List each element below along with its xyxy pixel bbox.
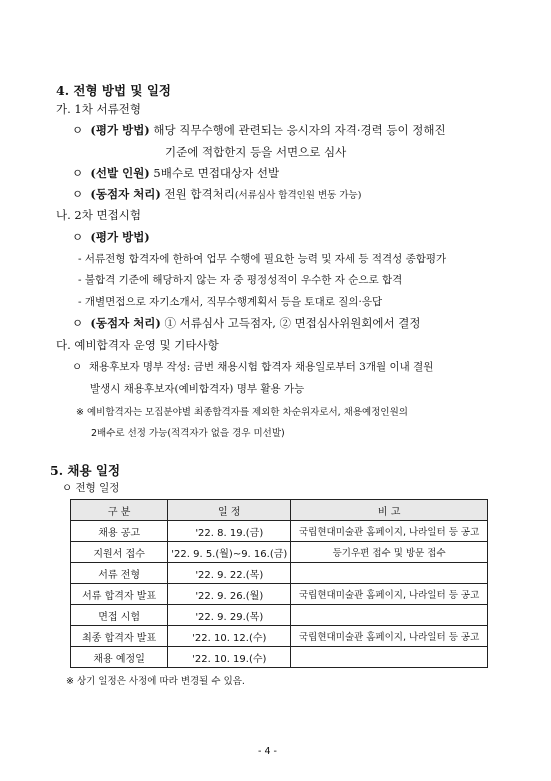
subsection-a-title: 가. 1차 서류전형 <box>56 102 141 116</box>
item-text: 채용후보자 명부 작성: 금번 채용시험 합격자 채용일로부터 3개월 이내 결원 <box>88 361 434 373</box>
bullet-icon: ㅇ <box>62 482 73 494</box>
section-4-title: 4. 전형 방법 및 일정 <box>56 83 171 98</box>
table-row <box>71 647 488 668</box>
cell-category: 서류 전형 <box>71 563 168 584</box>
schedule-subtitle: ㅇ 전형 일정 <box>62 482 120 494</box>
table-row <box>71 626 488 647</box>
item-text: 전원 합격처리 <box>160 187 235 201</box>
cell-category: 채용 공고 <box>71 521 168 542</box>
item-label: (동점자 처리) <box>90 316 161 330</box>
cell-date: '22. 10. 19.(수) <box>168 647 291 668</box>
col-header-date: 일 정 <box>168 500 291 521</box>
bullet-icon: ㅇ <box>72 123 84 137</box>
table-header-row <box>71 500 488 521</box>
cell-remarks <box>291 605 488 626</box>
table-row <box>71 542 488 563</box>
cell-remarks: 국립현대미술관 홈페이지, 나라일터 등 공고 <box>291 584 488 605</box>
cell-remarks: 국립현대미술관 홈페이지, 나라일터 등 공고 <box>291 626 488 647</box>
bullet-icon: ㅇ <box>72 166 84 180</box>
cell-date: '22. 9. 26.(월) <box>168 584 291 605</box>
col-header-category: 구 분 <box>71 500 168 521</box>
cell-category: 최종 합격자 발표 <box>71 626 168 647</box>
table-row <box>71 605 488 626</box>
item-tie-handling <box>72 188 361 202</box>
item-interview-eval <box>72 231 150 245</box>
subsection-b-title: 나. 2차 면접시험 <box>56 208 141 222</box>
item-reserve-list-cont: 발생시 채용후보자(예비합격자) 명부 활용 가능 <box>90 383 305 395</box>
schedule-table <box>70 499 488 668</box>
reserve-note-line-1: ※ 예비합격자는 모집분야별 최종합격자를 제외한 차순위자로서, 채용예정인원의 <box>76 407 408 418</box>
item-label: (평가 방법) <box>90 123 150 137</box>
item-text: 해당 직무수행에 관련되는 응시자의 자격·경력 등이 정해진 <box>149 123 446 137</box>
schedule-note: ※ 상기 일정은 사정에 따라 변경될 수 있음. <box>66 676 245 687</box>
item-text: ① 서류심사 고득점자, ② 면접심사위원회에서 결정 <box>160 316 421 330</box>
item-label: (선발 인원) <box>90 166 150 180</box>
page-number: - 4 - <box>258 746 277 757</box>
dash-item-2: - 불합격 기준에 해당하지 않는 자 중 평정성적이 우수한 자 순으로 합격 <box>78 274 403 286</box>
bullet-icon: ㅇ <box>72 230 84 244</box>
bullet-icon: ㅇ <box>72 361 83 373</box>
cell-remarks: 국립현대미술관 홈페이지, 나라일터 등 공고 <box>291 521 488 542</box>
cell-date: '22. 9. 22.(목) <box>168 563 291 584</box>
item-label: (동점자 처리) <box>90 187 161 201</box>
cell-date: '22. 10. 12.(수) <box>168 626 291 647</box>
table-row <box>71 521 488 542</box>
subsection-c-title: 다. 예비합격자 운영 및 기타사항 <box>56 338 219 352</box>
item-text: 5배수로 면접대상자 선발 <box>149 166 280 180</box>
item-label: (평가 방법) <box>90 230 150 244</box>
col-header-remarks: 비 고 <box>291 500 488 521</box>
cell-date: '22. 8. 19.(금) <box>168 521 291 542</box>
dash-item-1: - 서류전형 합격자에 한하여 업무 수행에 필요한 능력 및 자세 등 적격성 종합평가 <box>78 253 447 265</box>
table-row <box>71 563 488 584</box>
item-interview-tie <box>72 317 421 331</box>
cell-remarks <box>291 563 488 584</box>
cell-category: 채용 예정일 <box>71 647 168 668</box>
dash-item-3: - 개별면접으로 자기소개서, 직무수행계획서 등을 토대로 질의·응답 <box>78 296 383 308</box>
cell-category: 서류 합격자 발표 <box>71 584 168 605</box>
item-note: (서류심사 합격인원 변동 가능) <box>234 190 362 201</box>
item-eval-method-cont: 기준에 적합한지 등을 서면으로 심사 <box>165 145 347 159</box>
item-selection-count <box>72 167 279 181</box>
section-5-title: 5. 채용 일정 <box>50 463 121 478</box>
cell-category: 지원서 접수 <box>71 542 168 563</box>
cell-date: '22. 9. 5.(월)~9. 16.(금) <box>168 542 291 563</box>
item-reserve-list <box>72 361 433 374</box>
bullet-icon: ㅇ <box>72 316 84 330</box>
reserve-note-line-2: 2배수로 선정 가능(적격자가 없을 경우 미선발) <box>91 428 285 439</box>
table-row <box>71 584 488 605</box>
cell-date: '22. 9. 29.(목) <box>168 605 291 626</box>
cell-remarks: 등기우편 접수 및 방문 접수 <box>291 542 488 563</box>
cell-remarks <box>291 647 488 668</box>
item-eval-method <box>72 124 446 138</box>
cell-category: 면접 시험 <box>71 605 168 626</box>
bullet-icon: ㅇ <box>72 187 84 201</box>
